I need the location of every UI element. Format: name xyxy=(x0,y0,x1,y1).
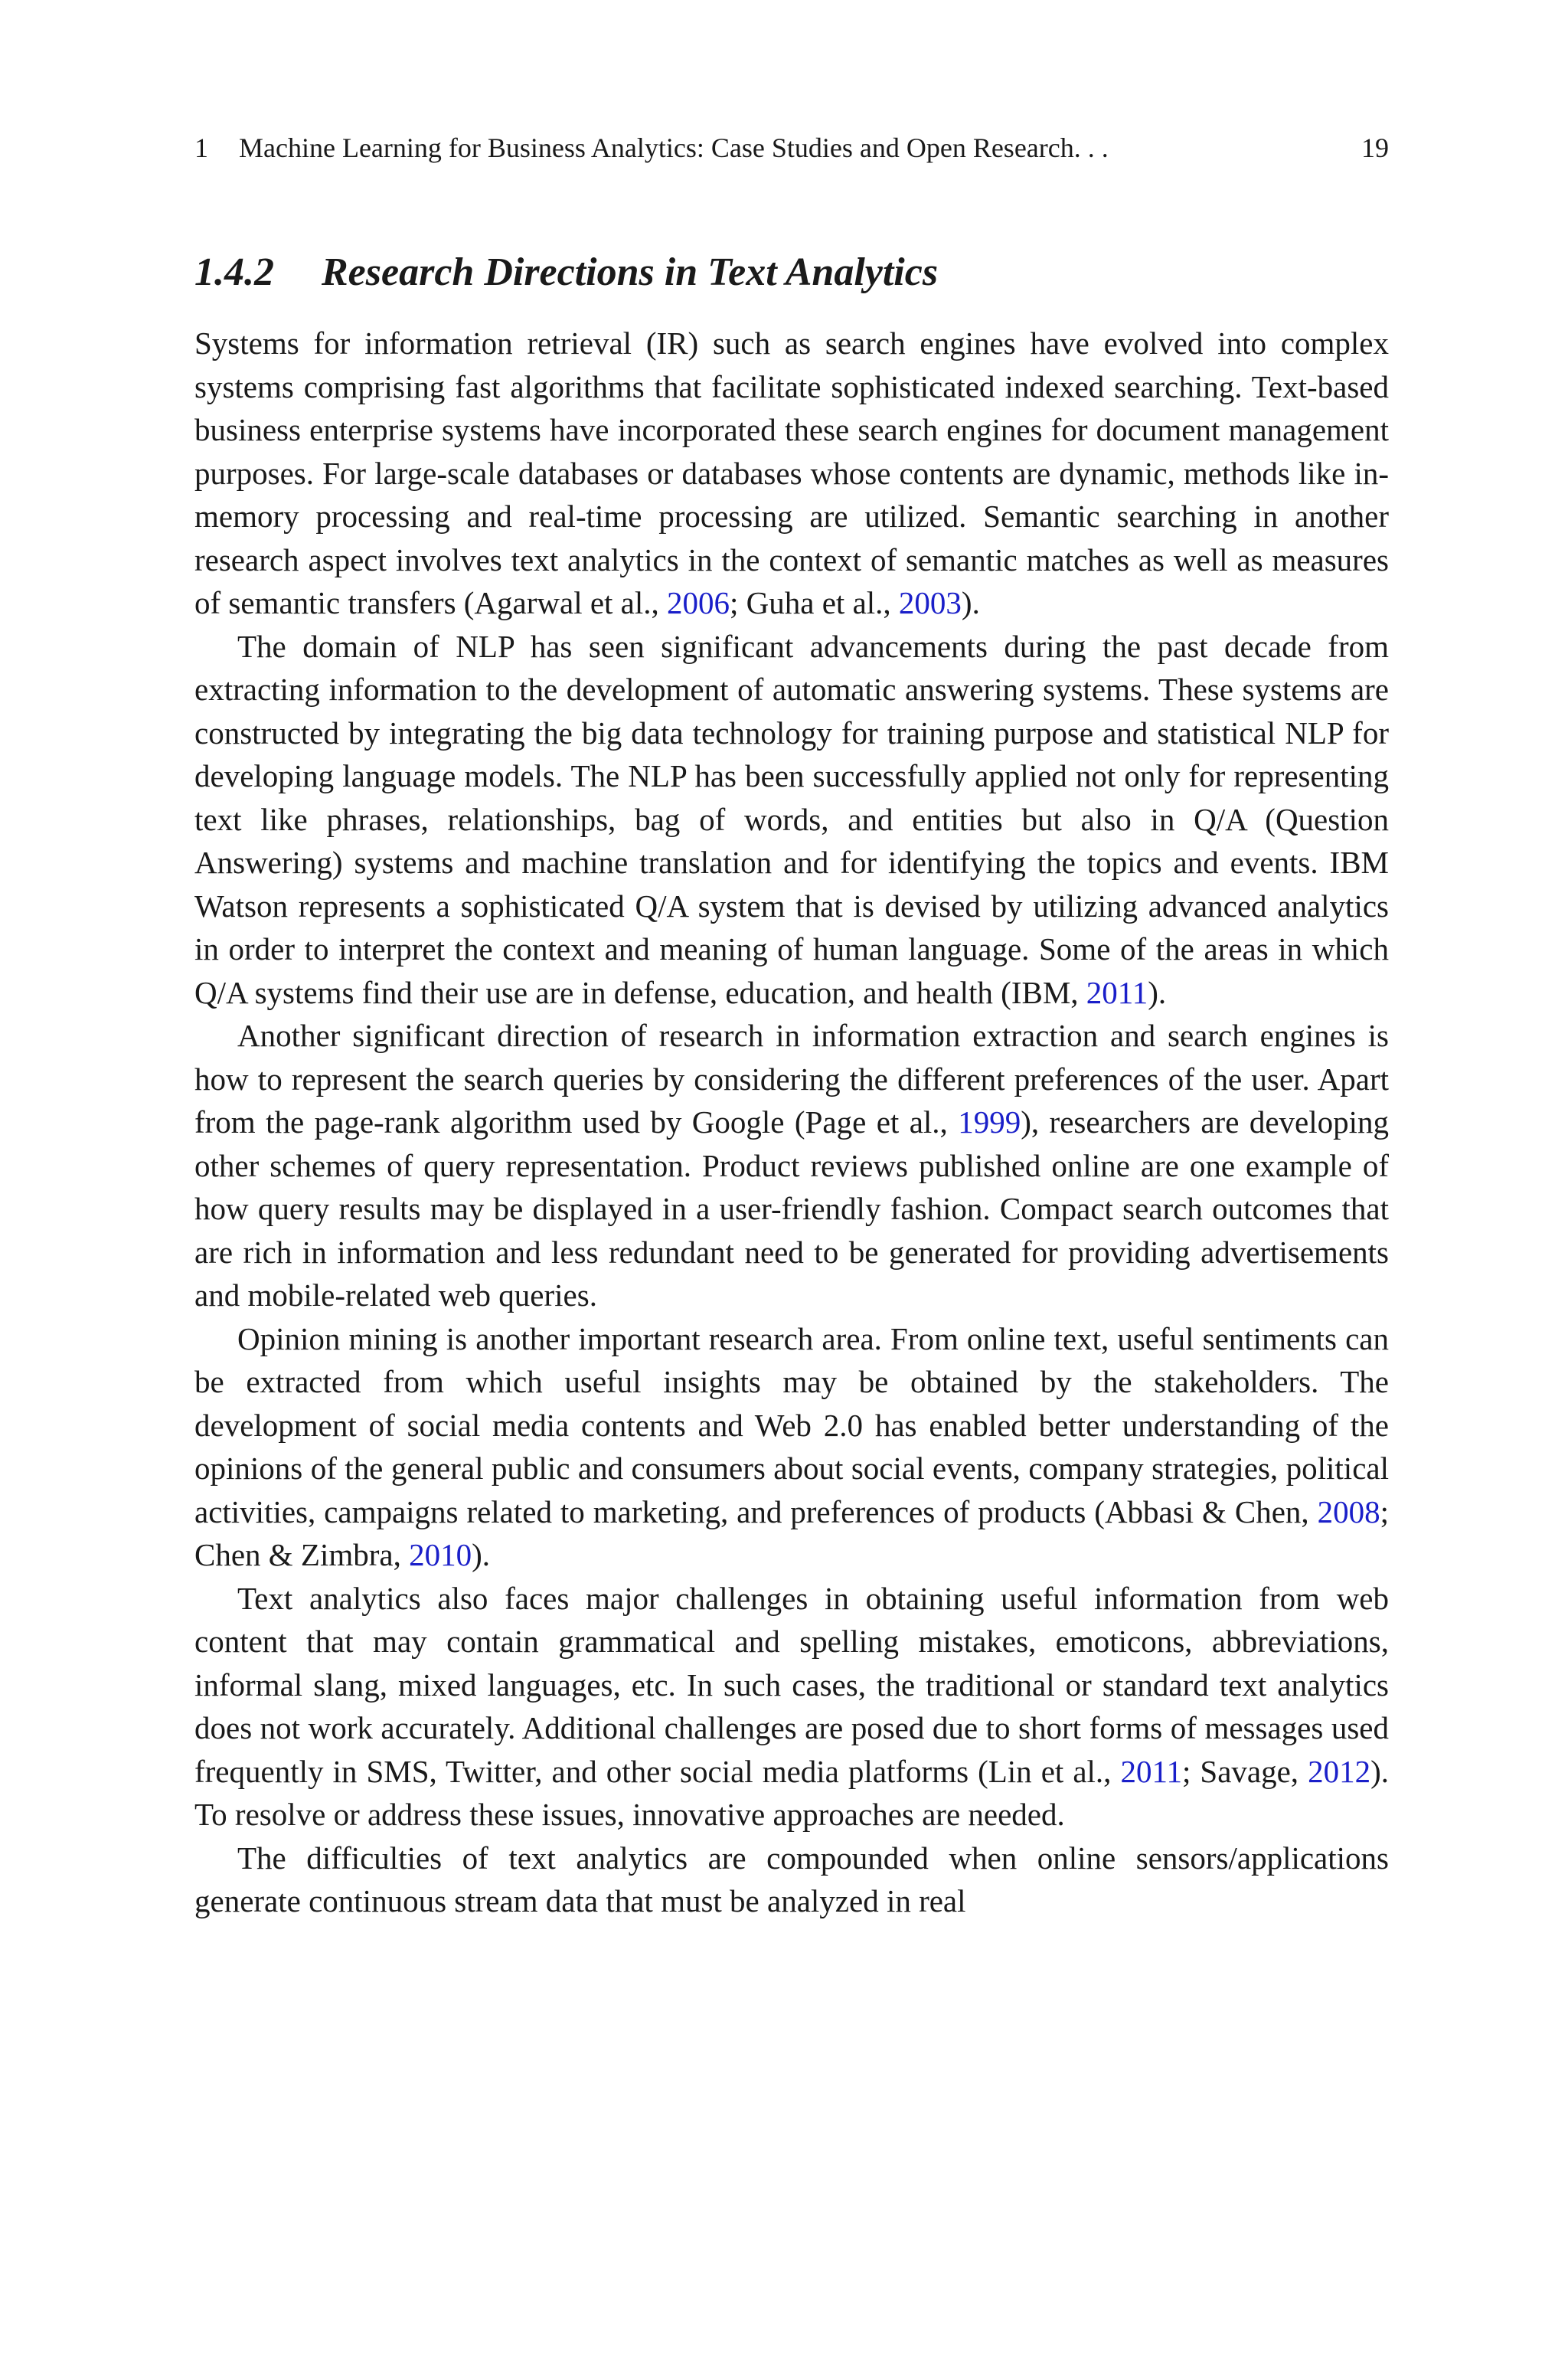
text-run: ; Savage, xyxy=(1181,1753,1308,1789)
paragraph xyxy=(194,625,1389,1015)
text-run: The difficulties of text analytics are compounded when online sensors/applications generate continuous stream data that must be analyzed in real xyxy=(194,1840,1389,1918)
text-run: ). xyxy=(472,1537,491,1572)
text-run: Opinion mining is another important research area. From online text, useful sentiments can be extracted from which useful insights may be obtained by the stakeholders. The development of social media contents and Web 2.0 has enabled better understanding of the opinions of the general public and consumers about social events, company strategies, political activities, campaigns related to marketing, and preferences of products (Abbasi & Chen, xyxy=(194,1320,1389,1529)
text-run: ; Guha et al., xyxy=(730,585,899,620)
text-run: ). xyxy=(1148,974,1167,1010)
chapter-title: Machine Learning for Business Analytics: Case Studies and Open Research. . . xyxy=(239,132,1109,163)
body-text xyxy=(194,322,1389,1923)
citation-year-link[interactable]: 2003 xyxy=(898,585,962,620)
citation-year-link[interactable]: 2011 xyxy=(1086,974,1148,1010)
text-run: ; Chen & Zimbra, xyxy=(194,1493,1389,1572)
citation-year-link[interactable]: 2008 xyxy=(1317,1493,1380,1529)
page-number: 19 xyxy=(1361,132,1389,163)
section-heading xyxy=(194,246,938,299)
text-run: Systems for information retrieval (IR) such as search engines have evolved into complex systems comprising fast algorithms that facilitate sophisticated indexed searching. Text-based business enterprise systems have incorporated these search engines for document management purposes. For large-scale databases or databases whose contents are dynamic, methods like in-memory processing and real-time processing are utilized. Semantic searching in another research aspect involves text analytics in the context of semantic matches as well as measures of semantic transfers (Agarwal et al., xyxy=(194,325,1389,620)
section-title: Research Directions in Text Analytics xyxy=(322,250,939,295)
citation-year-link[interactable]: 2012 xyxy=(1308,1753,1371,1789)
paragraph xyxy=(194,1577,1389,1837)
paragraph xyxy=(194,1837,1389,1923)
citation-year-link[interactable]: 2006 xyxy=(667,585,730,620)
text-run: ). xyxy=(961,585,980,620)
text-run: Text analytics also faces major challenges in obtaining useful information from web content that may contain grammatical and spelling mistakes, emoticons, abbreviations, informal slang, mixed languages, etc. In such cases, the traditional or standard text analytics does not work accurately. Additional challenges are posed due to short forms of messages used frequently in SMS, Twitter, and other social media platforms (Lin et al., xyxy=(194,1580,1389,1789)
text-run: The domain of NLP has seen significant advancements during the past decade from extracting information to the development of automatic answering systems. These systems are constructed by integrating the big data technology for training purpose and statistical NLP for developing language models. The NLP has been successfully applied not only for representing text like phrases, relationships, bag of words, and entities but also in Q/A (Question Answering) systems and machine translation and for identifying the topics and events. IBM Watson represents a sophisticated Q/A system that is devised by utilizing advanced analytics in order to interpret the context and meaning of human language. Some of the areas in which Q/A systems find their use are in defense, education, and health (IBM, xyxy=(194,628,1389,1010)
paragraph xyxy=(194,1014,1389,1317)
section-number: 1.4.2 xyxy=(194,250,274,295)
paragraph xyxy=(194,1317,1389,1577)
citation-year-link[interactable]: 2010 xyxy=(409,1537,472,1572)
text-run: Another significant direction of research in information extraction and search engines is how to represent the search queries by considering the different preferences of the user. Apart from the page-rank algorithm used by Google (Page et al., xyxy=(194,1018,1389,1140)
citation-year-link[interactable]: 2011 xyxy=(1120,1753,1182,1789)
text-run: ), researchers are developing other schemes of query representation. Product reviews published online are one example of how query results may be displayed in a user-friendly fashion. Compact search outcomes that are rich in information and less redundant need to be generated for providing advertisements and mobile-related web queries. xyxy=(194,1104,1389,1313)
paragraph xyxy=(194,322,1389,625)
running-head xyxy=(194,129,1389,167)
text-run: ). To resolve or address these issues, innovative approaches are needed. xyxy=(194,1753,1389,1832)
citation-year-link[interactable]: 1999 xyxy=(958,1104,1021,1140)
chapter-number: 1 xyxy=(194,132,208,163)
